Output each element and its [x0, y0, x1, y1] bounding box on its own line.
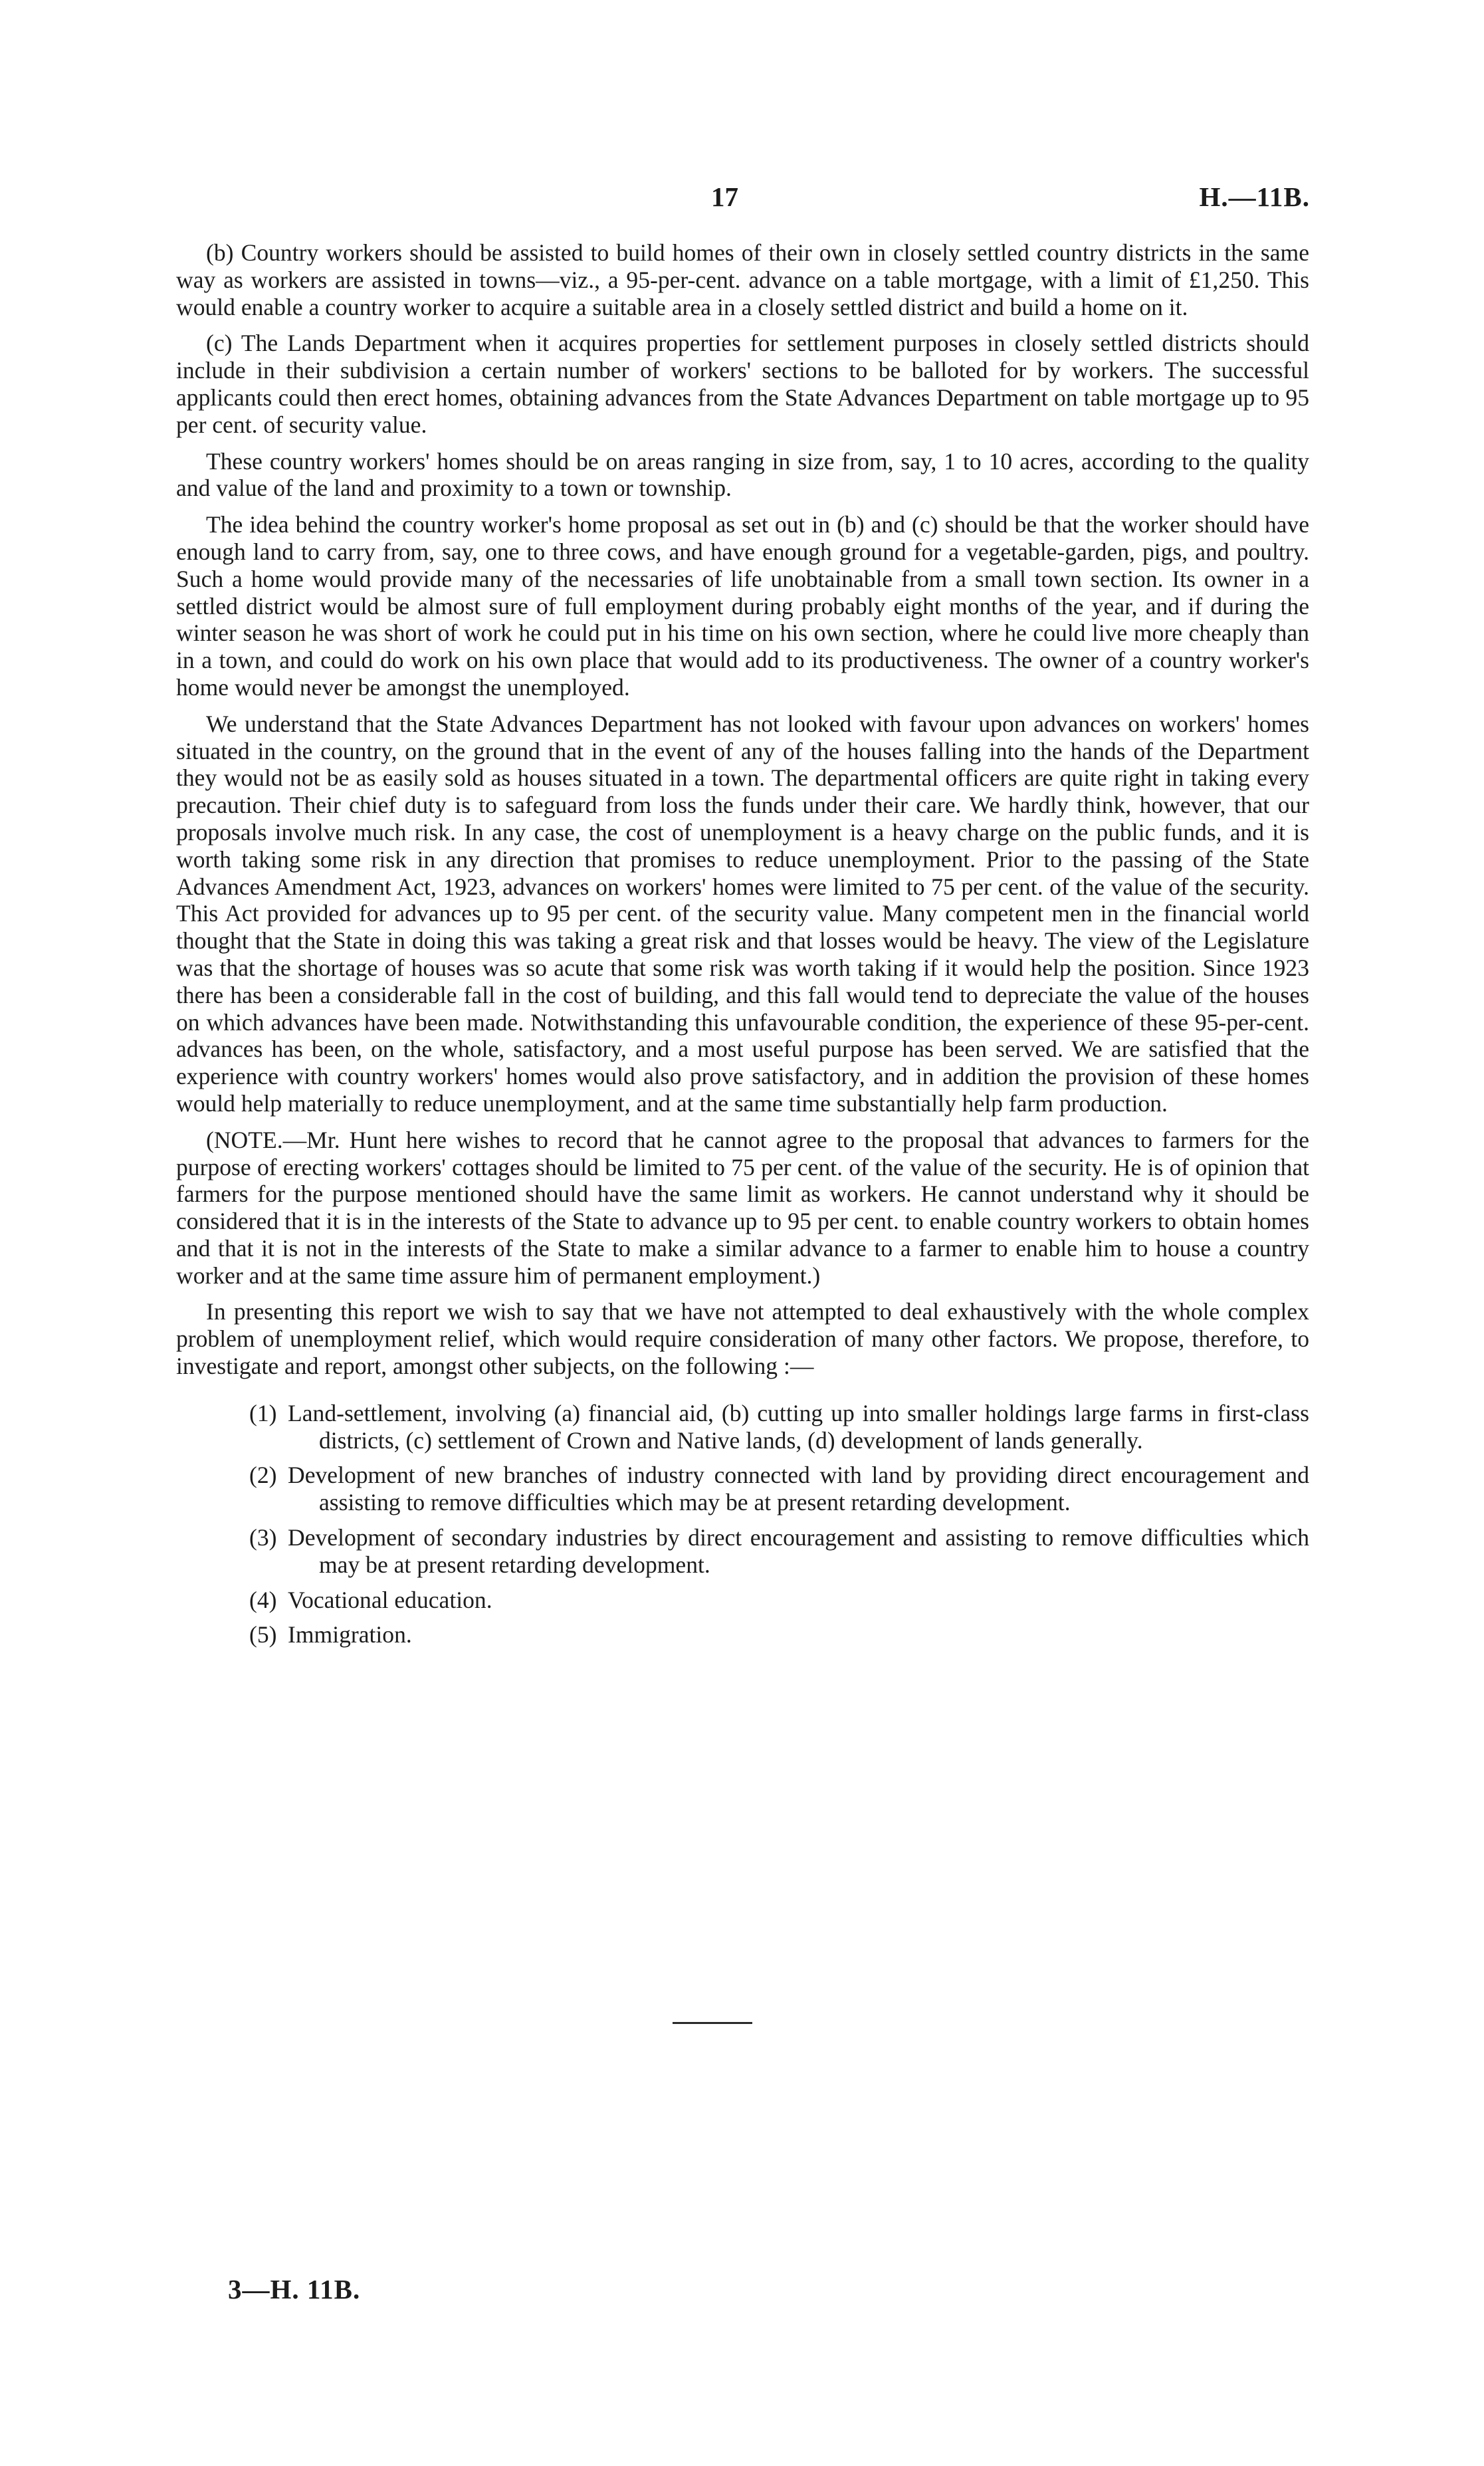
list-item-number: (3) — [249, 1524, 277, 1551]
list-item-text: Immigration. — [288, 1621, 412, 1648]
list-item — [249, 1587, 1309, 1614]
list-item-text: Vocational education. — [288, 1586, 492, 1613]
list-item — [249, 1462, 1309, 1516]
paragraph-state-advances: We understand that the State Advances Department has not looked with favour upon advances on workers' homes situated in the country, on the ground that in the event of any of the houses falling into the hands of the Department they would not be as easily sold as houses situated in a town. The departmental officers are quite right in taking every precaution. Their chief duty is to safeguard from loss the funds under their care. We hardly think, however, that our proposals involve much risk. In any case, the cost of unemployment is a heavy charge on the public funds, and it is worth taking some risk in any direction that promises to reduce unemployment. Prior to the passing of the State Advances Amendment Act, 1923, advances on workers' homes were limited to 75 per cent. of the value of the security. This Act provided for advances up to 95 per cent. of the security value. Many competent men in the financial world thought that the State in doing this was taking a great risk and that losses would be heavy. The view of the Legislature was that the shortage of houses was so acute that some risk was worth taking if it would help the position. Since 1923 there has been a considerable fall in the cost of building, and this fall would tend to depreciate the value of the houses on which advances have been made. Notwithstanding this unfavourable condition, the experience of these 95-per-cent. advances has been, on the whole, satisfactory, and a most useful purpose has been served. We are satisfied that the experience with country workers' homes would also prove satisfactory, and in addition the provision of these homes would help materially to reduce unemployment, and at the same time substantially help farm production. — [176, 710, 1309, 1117]
paragraph-presenting: In presenting this report we wish to say that we have not attempted to deal exhaustively with the whole complex problem of unemployment relief, which would require consideration of many other factors. We propose, therefore, to investigate and report, amongst other subjects, on the following :— — [176, 1298, 1309, 1380]
page-reference: H.—11B. — [1199, 181, 1310, 212]
list-item-number: (2) — [249, 1462, 277, 1489]
paragraph-note: (NOTE.—Mr. Hunt here wishes to record that he cannot agree to the proposal that advances to farmers for the purpose of erecting workers' cottages should be limited to 75 per cent. of the value of the security. He is of opinion that farmers for the purpose mentioned should have the same limit as workers. He cannot understand why it should be considered that it is in the interests of the State to advance up to 95 per cent. to enable country workers to obtain homes and that it is not in the interests of the State to make a similar advance to a farmer to enable him to house a country worker and at the same time assure him of permanent employment.) — [176, 1126, 1309, 1289]
list-item-number: (1) — [249, 1399, 277, 1426]
list-item-number: (4) — [249, 1586, 277, 1613]
paragraph-b: (b) Country workers should be assisted to build homes of their own in closely settled country districts in the same way as workers are assisted in towns—viz., a 95-per-cent. advance on a table mortgage, with a limit of £1,250. This would enable a country worker to acquire a suitable area in a closely settled district and build a home on it. — [176, 239, 1309, 320]
section-divider — [673, 2022, 752, 2024]
paragraph-home-areas: These country workers' homes should be on areas ranging in size from, say, 1 to 10 acres, according to the quality and value of the land and proximity to a town or township. — [176, 447, 1309, 502]
footer-reference: 3—H. 11B. — [228, 2274, 361, 2304]
list-item — [249, 1400, 1309, 1454]
list-item-text: Development of new branches of industry connected with land by providing direct encouragement and assisting to remove difficulties which may be at present retarding development. — [288, 1462, 1309, 1516]
list-item-number: (5) — [249, 1621, 277, 1648]
list-item — [249, 1621, 1309, 1648]
paragraph-c: (c) The Lands Department when it acquires properties for settlement purposes in closely settled districts should include in their subdivision a certain number of workers' sections to be balloted for by workers. The successful applicants could then erect homes, obtaining advances from the State Advances Department on table mortgage up to 95 per cent. of security value. — [176, 330, 1309, 438]
subjects-list — [249, 1400, 1309, 1648]
list-item — [249, 1524, 1309, 1579]
list-item-text: Development of secondary industries by direct encouragement and assisting to remove difficulties which may be at present retarding development. — [288, 1524, 1309, 1578]
page-number: 17 — [711, 181, 738, 212]
paragraph-idea: The idea behind the country worker's home proposal as set out in (b) and (c) should be that the worker should have enough land to carry from, say, one to three cows, and have enough ground for a vegetable-garden, pigs, and poultry. Such a home would provide many of the necessaries of life unobtainable from a small town section. Its owner in a settled district would be almost sure of full employment during probably eight months of the year, and if during the winter season he was short of work he could put in his time on his own section, where he could live more cheaply than in a town, and could do work on his own place that would add to its productiveness. The owner of a country worker's home would never be amongst the unemployed. — [176, 511, 1309, 701]
report-body — [176, 239, 1309, 1656]
list-item-text: Land-settlement, involving (a) financial aid, (b) cutting up into smaller holdings large farms in first-class districts, (c) settlement of Crown and Native lands, (d) development of lands generally. — [288, 1399, 1309, 1454]
